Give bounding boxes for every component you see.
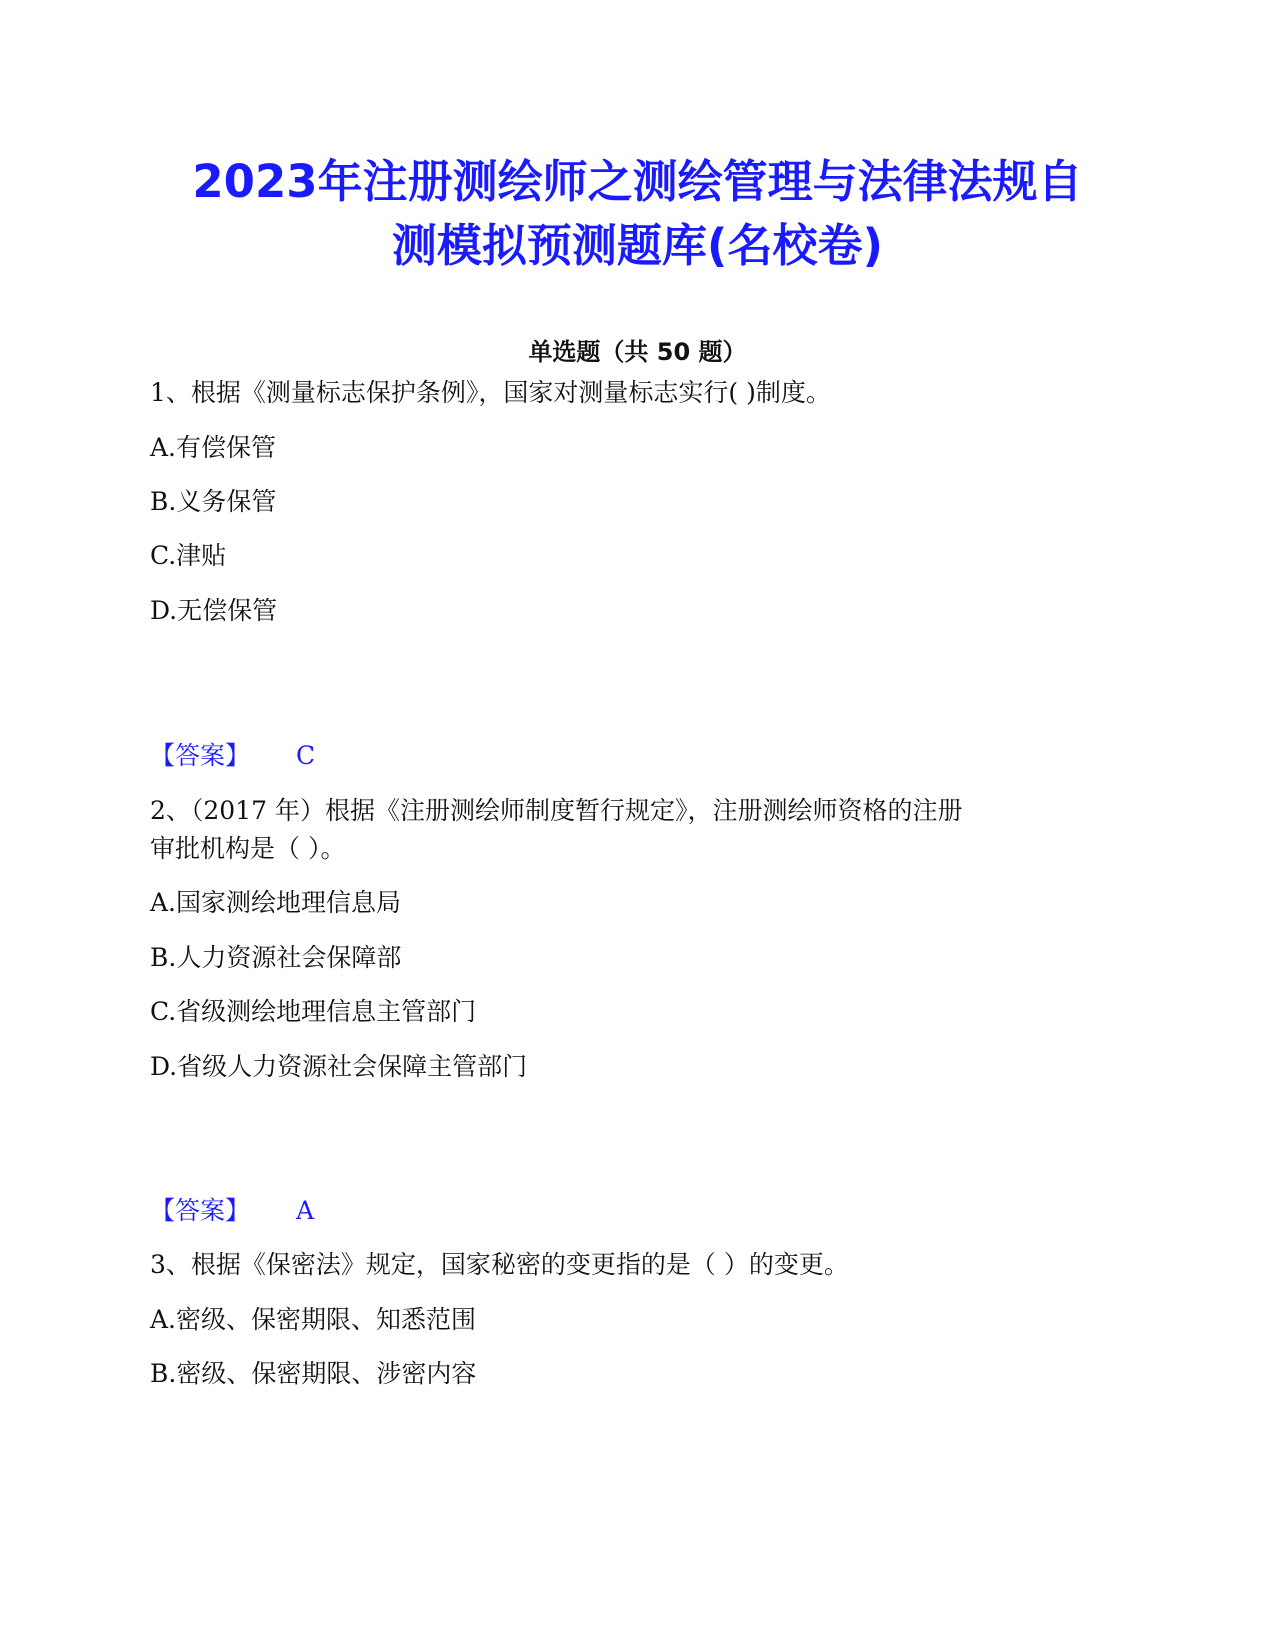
question-1-option-d: D.无偿保管: [150, 596, 278, 625]
question-1-option-b: B.义务保管: [150, 487, 277, 516]
question-3-stem: 3、根据《保密法》规定，国家秘密的变更指的是（ ）的变更。: [150, 1250, 849, 1279]
question-3-option-a: A.密级、保密期限、知悉范围: [150, 1305, 477, 1334]
question-2-option-a: A.国家测绘地理信息局: [150, 888, 402, 917]
document-title: [0, 150, 1275, 278]
question-2-answer: [150, 1194, 314, 1228]
question-1-option-a: A.有偿保管: [150, 433, 277, 462]
question-2-option-c: C.省级测绘地理信息主管部门: [150, 997, 477, 1026]
answer-label: 【答案】: [150, 1196, 251, 1225]
question-1-stem: 1、根据《测量标志保护条例》，国家对测量标志实行( )制度。: [150, 378, 831, 407]
question-1-answer: [150, 739, 315, 773]
document-title-line-2: 测模拟预测题库(名校卷): [391, 219, 884, 272]
question-2-option-d: D.省级人力资源社会保障主管部门: [150, 1052, 528, 1081]
section-heading: 单选题（共 50 题）: [528, 338, 747, 366]
question-2-stem-line-1: 2、（2017 年）根据《注册测绘师制度暂行规定》，注册测绘师资格的注册: [150, 796, 963, 825]
question-2-stem-line-2: 审批机构是（ ）。: [150, 834, 346, 863]
question-1-option-c: C.津贴: [150, 541, 227, 570]
question-3-option-b: B.密级、保密期限、涉密内容: [150, 1359, 477, 1388]
answer-label: 【答案】: [150, 741, 251, 770]
answer-value: A: [296, 1196, 315, 1225]
question-2-option-b: B.人力资源社会保障部: [150, 943, 402, 972]
answer-value: C: [296, 741, 316, 770]
document-title-line-1: 2023年注册测绘师之测绘管理与法律法规自: [192, 155, 1083, 208]
